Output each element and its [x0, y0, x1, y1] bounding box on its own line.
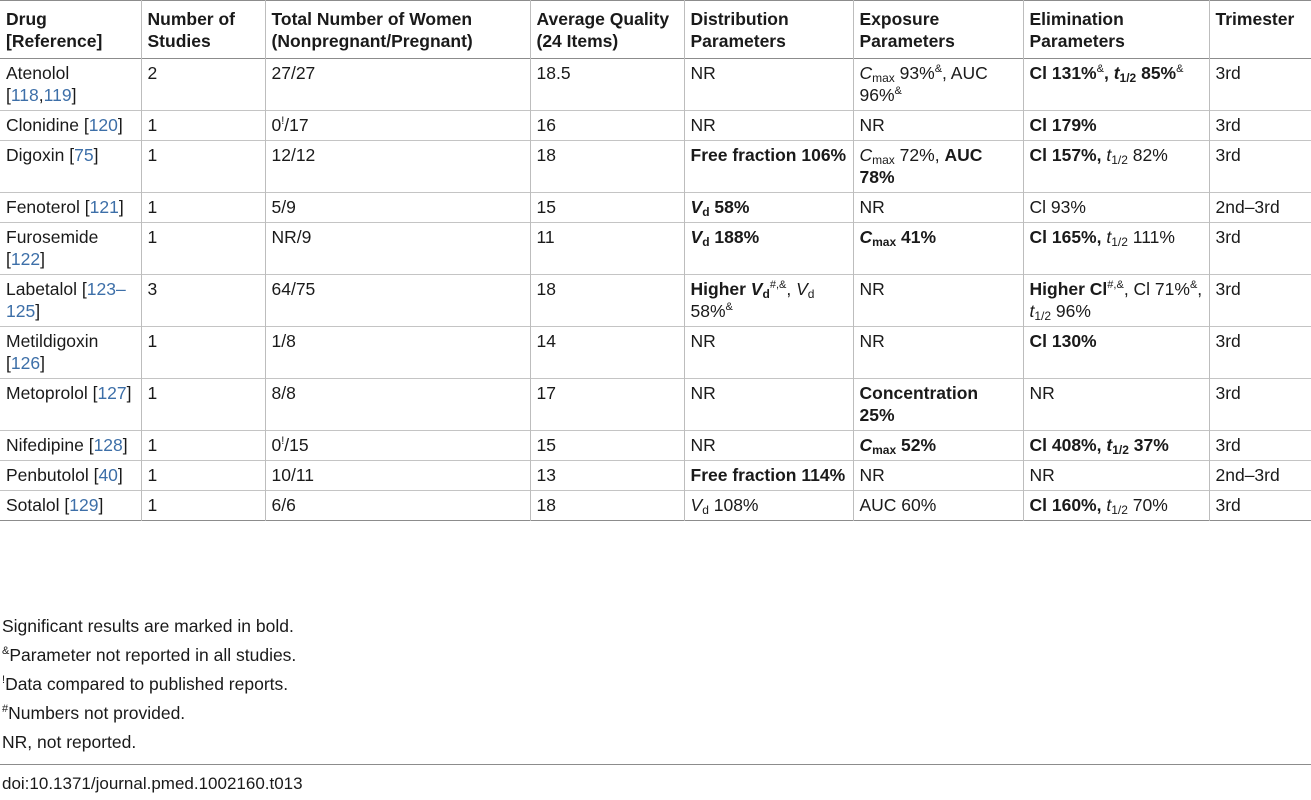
- cell-women: [265, 491, 530, 521]
- text-run: t: [1113, 63, 1120, 83]
- text-run: [: [88, 435, 94, 455]
- text-run: ]: [35, 301, 41, 321]
- table-row: [0, 491, 1311, 521]
- text-run: ]: [117, 115, 123, 135]
- text-run: Sotalol: [6, 495, 65, 515]
- cell-women: [265, 431, 530, 461]
- text-run: ,: [1197, 279, 1203, 299]
- cell-distribution: [684, 223, 853, 275]
- header-drug: Drug [Reference]: [0, 1, 141, 59]
- text-run: NR/9: [271, 227, 312, 247]
- superscript-mark: #,&: [769, 279, 787, 291]
- cell-elimination: [1023, 141, 1209, 193]
- text-run: [: [64, 495, 70, 515]
- text-run: t: [1029, 301, 1035, 321]
- cell-studies: 1: [141, 141, 265, 193]
- text-run: 58%: [709, 197, 750, 217]
- text-run: 41%: [896, 227, 937, 247]
- reference-link[interactable]: 127: [97, 383, 127, 403]
- cell-quality: 14: [530, 327, 684, 379]
- text-run: ]: [118, 197, 124, 217]
- subscript-text: max: [872, 235, 897, 249]
- cell-drug: [0, 59, 141, 111]
- cell-quality: 17: [530, 379, 684, 431]
- subscript-text: max: [872, 443, 897, 457]
- cell-drug: [0, 327, 141, 379]
- superscript-mark: #: [2, 703, 9, 715]
- text-run: NR: [859, 465, 885, 485]
- cell-exposure: [853, 59, 1023, 111]
- text-run: 96%: [1051, 301, 1091, 321]
- text-run: C: [859, 63, 873, 83]
- cell-studies: 1: [141, 223, 265, 275]
- cell-women: [265, 59, 530, 111]
- text-run: /17: [284, 115, 309, 135]
- text-run: ]: [71, 85, 77, 105]
- superscript-mark: &: [1096, 63, 1104, 75]
- reference-link[interactable]: 75: [74, 145, 94, 165]
- doi-divider: [0, 764, 1311, 765]
- text-run: Cl 160%,: [1029, 495, 1102, 515]
- text-run: Higher Cl: [1029, 279, 1108, 299]
- table-row: [0, 379, 1311, 431]
- cell-elimination: [1023, 111, 1209, 141]
- reference-link[interactable]: 126: [10, 353, 41, 373]
- text-run: 1/8: [271, 331, 296, 351]
- cell-exposure: [853, 223, 1023, 275]
- subscript-text: 1/2: [1119, 71, 1137, 85]
- superscript-mark: !: [281, 435, 285, 447]
- cell-trimester: 3rd: [1215, 383, 1241, 403]
- table-row: [0, 141, 1311, 193]
- cell-exposure: [853, 193, 1023, 223]
- table-row: [0, 275, 1311, 327]
- text-run: , Cl 71%: [1123, 279, 1190, 299]
- cell-elimination: [1023, 193, 1209, 223]
- table-row: [0, 111, 1311, 141]
- text-run: NR: [690, 63, 716, 83]
- reference-link[interactable]: 40: [98, 465, 118, 485]
- header-quality: Average Quality (24 Items): [530, 1, 684, 59]
- cell-trimester: 3rd: [1215, 227, 1241, 247]
- text-run: , AUC 96%: [859, 63, 988, 105]
- cell-women: [265, 461, 530, 491]
- text-run: 85%: [1136, 63, 1177, 83]
- reference-link[interactable]: 123–125: [6, 279, 126, 321]
- cell-elimination: [1023, 379, 1209, 431]
- superscript-mark: &: [1189, 279, 1198, 291]
- footnote: [2, 612, 1302, 641]
- text-run: 108%: [708, 495, 759, 515]
- cell-exposure: [853, 327, 1023, 379]
- text-run: 52%: [896, 435, 937, 455]
- text-run: 27/27: [271, 63, 316, 83]
- header-trimester: Trimester: [1215, 9, 1295, 29]
- text-run: t: [1106, 227, 1112, 247]
- text-run: [: [83, 115, 89, 135]
- text-run: Cl 157%,: [1029, 145, 1102, 165]
- text-run: [: [92, 383, 98, 403]
- cell-drug: [0, 461, 141, 491]
- text-run: Cl 165%,: [1029, 227, 1102, 247]
- text-run: Concentration 25%: [859, 383, 979, 425]
- text-run: AUC 60%: [859, 495, 937, 515]
- doi-label: doi:10.1371/journal.pmed.1002160.t013: [2, 774, 303, 793]
- text-run: [: [6, 85, 11, 105]
- text-run: Fenoterol: [6, 197, 85, 217]
- text-run: NR: [859, 197, 885, 217]
- cell-elimination: [1023, 59, 1209, 111]
- subscript-text: d: [702, 503, 709, 517]
- table-row: [0, 461, 1311, 491]
- cell-studies: 1: [141, 379, 265, 431]
- cell-distribution: [684, 431, 853, 461]
- text-run: t: [1106, 495, 1112, 515]
- cell-elimination: [1023, 461, 1209, 491]
- cell-exposure: [853, 379, 1023, 431]
- text-run: ]: [98, 495, 104, 515]
- subscript-text: max: [872, 71, 895, 85]
- text-run: 72%,: [894, 145, 945, 165]
- cell-drug: [0, 223, 141, 275]
- text-run: ,: [786, 279, 797, 299]
- superscript-mark: &: [934, 63, 943, 75]
- cell-trimester: 2nd–3rd: [1215, 197, 1280, 217]
- subscript-text: 1/2: [1111, 503, 1128, 517]
- text-run: NR, not reported.: [2, 732, 137, 752]
- cell-distribution: [684, 275, 853, 327]
- cell-distribution: [684, 379, 853, 431]
- text-run: t: [1106, 435, 1113, 455]
- text-run: ]: [93, 145, 99, 165]
- text-run: 58%: [690, 301, 726, 321]
- text-run: NR: [1029, 465, 1055, 485]
- cell-drug: [0, 141, 141, 193]
- cell-studies: 1: [141, 111, 265, 141]
- cell-exposure: [853, 491, 1023, 521]
- subscript-text: d: [702, 205, 710, 219]
- cell-quality: 11: [530, 223, 684, 275]
- text-run: 5/9: [271, 197, 296, 217]
- cell-distribution: [684, 59, 853, 111]
- footnote: [2, 641, 1302, 670]
- text-run: /15: [284, 435, 309, 455]
- text-run: 64/75: [271, 279, 316, 299]
- cell-studies: 1: [141, 461, 265, 491]
- text-run: [: [93, 465, 99, 485]
- cell-exposure: [853, 275, 1023, 327]
- superscript-mark: &: [2, 645, 10, 657]
- text-run: Cl 131%: [1029, 63, 1097, 83]
- cell-studies: 1: [141, 193, 265, 223]
- header-studies: Number of Studies: [141, 1, 265, 59]
- cell-quality: 15: [530, 193, 684, 223]
- footnote: [2, 728, 1302, 757]
- cell-women: [265, 141, 530, 193]
- text-run: Free fraction 114%: [690, 465, 846, 485]
- cell-distribution: [684, 461, 853, 491]
- header-row: [0, 1, 1311, 59]
- text-run: 93%: [894, 63, 935, 83]
- text-run: Metildigoxin: [6, 331, 99, 351]
- text-run: [: [6, 353, 11, 373]
- text-run: NR: [690, 115, 716, 135]
- cell-studies: 2: [141, 59, 265, 111]
- text-run: V: [690, 495, 703, 515]
- text-run: NR: [690, 435, 716, 455]
- text-run: V: [690, 197, 703, 217]
- cell-quality: 18: [530, 141, 684, 193]
- reference-link[interactable]: 128: [93, 435, 123, 455]
- reference-link[interactable]: 120: [88, 115, 118, 135]
- text-run: 10/11: [271, 465, 314, 485]
- superscript-mark: #,&: [1107, 279, 1124, 291]
- reference-link[interactable]: 129: [69, 495, 99, 515]
- cell-women: [265, 223, 530, 275]
- text-run: Labetalol: [6, 279, 82, 299]
- table-footnotes: [2, 612, 1302, 757]
- text-run: NR: [859, 279, 885, 299]
- cell-drug: [0, 379, 141, 431]
- cell-quality: 16: [530, 111, 684, 141]
- cell-quality: 18: [530, 275, 684, 327]
- text-run: ]: [122, 435, 128, 455]
- cell-elimination: [1023, 491, 1209, 521]
- text-run: 37%: [1128, 435, 1169, 455]
- text-run: ]: [40, 249, 45, 269]
- text-run: [: [6, 249, 11, 269]
- cell-trimester: 2nd–3rd: [1215, 465, 1280, 485]
- superscript-mark: &: [725, 301, 733, 313]
- cell-drug: [0, 193, 141, 223]
- text-run: Atenolol: [6, 63, 70, 83]
- text-run: 12/12: [271, 145, 316, 165]
- footnote: [2, 699, 1302, 728]
- header-exposure: Exposure Parameters: [853, 1, 1023, 59]
- text-run: NR: [859, 331, 885, 351]
- cell-trimester: 3rd: [1215, 63, 1241, 83]
- cell-distribution: [684, 111, 853, 141]
- text-run: Penbutolol: [6, 465, 94, 485]
- text-run: ,: [38, 85, 44, 105]
- text-run: 6/6: [271, 495, 296, 515]
- reference-link[interactable]: 122: [10, 249, 41, 269]
- footnote: [2, 670, 1302, 699]
- text-run: Metoprolol: [6, 383, 93, 403]
- cell-studies: 1: [141, 491, 265, 521]
- subscript-text: max: [872, 153, 895, 167]
- text-run: 8/8: [271, 383, 296, 403]
- text-run: Clonidine: [6, 115, 84, 135]
- text-run: Digoxin: [6, 145, 70, 165]
- text-run: C: [859, 435, 873, 455]
- text-run: Nifedipine: [6, 435, 89, 455]
- text-run: 0: [271, 435, 282, 455]
- cell-exposure: [853, 461, 1023, 491]
- header-women: Total Number of Women (Nonpregnant/Pregnant): [265, 1, 530, 59]
- table-row: [0, 223, 1311, 275]
- cell-drug: [0, 431, 141, 461]
- text-run: ]: [40, 353, 45, 373]
- text-run: Cl 179%: [1029, 115, 1097, 135]
- subscript-text: 1/2: [1112, 443, 1129, 457]
- reference-link[interactable]: 121: [89, 197, 119, 217]
- text-run: V: [796, 279, 808, 299]
- subscript-text: d: [807, 287, 815, 301]
- text-run: V: [750, 279, 763, 299]
- text-run: Furosemide: [6, 227, 99, 247]
- text-run: Free fraction 106%: [690, 145, 847, 165]
- cell-distribution: [684, 327, 853, 379]
- cell-elimination: [1023, 275, 1209, 327]
- cell-trimester: 3rd: [1215, 495, 1241, 515]
- table-row: [0, 193, 1311, 223]
- cell-quality: 18: [530, 491, 684, 521]
- text-run: Significant results are marked in bold.: [2, 616, 294, 636]
- text-run: 70%: [1127, 495, 1168, 515]
- text-run: Numbers not provided.: [8, 703, 186, 723]
- table-body: [0, 59, 1311, 521]
- superscript-mark: !: [2, 674, 6, 686]
- cell-quality: 18.5: [530, 59, 684, 111]
- text-run: C: [859, 145, 873, 165]
- text-run: ]: [117, 465, 123, 485]
- text-run: [: [84, 197, 90, 217]
- cell-women: [265, 327, 530, 379]
- cell-elimination: [1023, 223, 1209, 275]
- header-elimination: Elimination Parameters: [1023, 1, 1209, 59]
- text-run: [: [81, 279, 87, 299]
- cell-elimination: [1023, 431, 1209, 461]
- cell-distribution: [684, 141, 853, 193]
- cell-exposure: [853, 141, 1023, 193]
- cell-quality: 13: [530, 461, 684, 491]
- text-run: ]: [126, 383, 132, 403]
- text-run: AUC 78%: [859, 145, 983, 187]
- text-run: NR: [1029, 383, 1055, 403]
- text-run: NR: [690, 331, 716, 351]
- cell-studies: 1: [141, 431, 265, 461]
- cell-trimester: 3rd: [1215, 279, 1241, 299]
- cell-exposure: [853, 431, 1023, 461]
- text-run: [: [69, 145, 75, 165]
- cell-women: [265, 275, 530, 327]
- cell-elimination: [1023, 327, 1209, 379]
- subscript-text: 1/2: [1034, 309, 1052, 323]
- subscript-text: d: [762, 287, 770, 301]
- subscript-text: d: [702, 235, 710, 249]
- cell-studies: 3: [141, 275, 265, 327]
- cell-exposure: [853, 111, 1023, 141]
- text-run: Higher: [690, 279, 751, 299]
- cell-women: [265, 379, 530, 431]
- subscript-text: 1/2: [1111, 235, 1128, 249]
- subscript-text: 1/2: [1111, 153, 1128, 167]
- cell-women: [265, 193, 530, 223]
- text-run: Cl 408%,: [1029, 435, 1107, 455]
- cell-studies: 1: [141, 327, 265, 379]
- text-run: NR: [690, 383, 716, 403]
- superscript-mark: &: [1176, 63, 1184, 75]
- text-run: Cl 93%: [1029, 197, 1086, 217]
- reference-link[interactable]: 118: [10, 85, 39, 105]
- text-run: C: [859, 227, 873, 247]
- text-run: 188%: [709, 227, 760, 247]
- cell-drug: [0, 275, 141, 327]
- cell-trimester: 3rd: [1215, 435, 1241, 455]
- cell-trimester: 3rd: [1215, 145, 1241, 165]
- table-row: [0, 431, 1311, 461]
- cell-quality: 15: [530, 431, 684, 461]
- superscript-mark: &: [894, 85, 902, 97]
- text-run: Parameter not reported in all studies.: [9, 645, 297, 665]
- text-run: V: [690, 227, 703, 247]
- superscript-mark: !: [281, 115, 285, 127]
- cell-women: [265, 111, 530, 141]
- cell-distribution: [684, 491, 853, 521]
- cell-drug: [0, 111, 141, 141]
- cell-trimester: 3rd: [1215, 115, 1241, 135]
- header-distribution: Distribution Parameters: [684, 1, 853, 59]
- text-run: 82%: [1127, 145, 1168, 165]
- reference-link[interactable]: 119: [43, 85, 72, 105]
- table-row: [0, 59, 1311, 111]
- text-run: ,: [1103, 63, 1114, 83]
- cell-distribution: [684, 193, 853, 223]
- table-row: [0, 327, 1311, 379]
- text-run: t: [1106, 145, 1112, 165]
- text-run: Data compared to published reports.: [5, 674, 289, 694]
- text-run: Cl 130%: [1029, 331, 1097, 351]
- text-run: 111%: [1127, 227, 1175, 247]
- cell-trimester: 3rd: [1215, 331, 1241, 351]
- text-run: NR: [859, 115, 885, 135]
- text-run: 0: [271, 115, 282, 135]
- cell-drug: [0, 491, 141, 521]
